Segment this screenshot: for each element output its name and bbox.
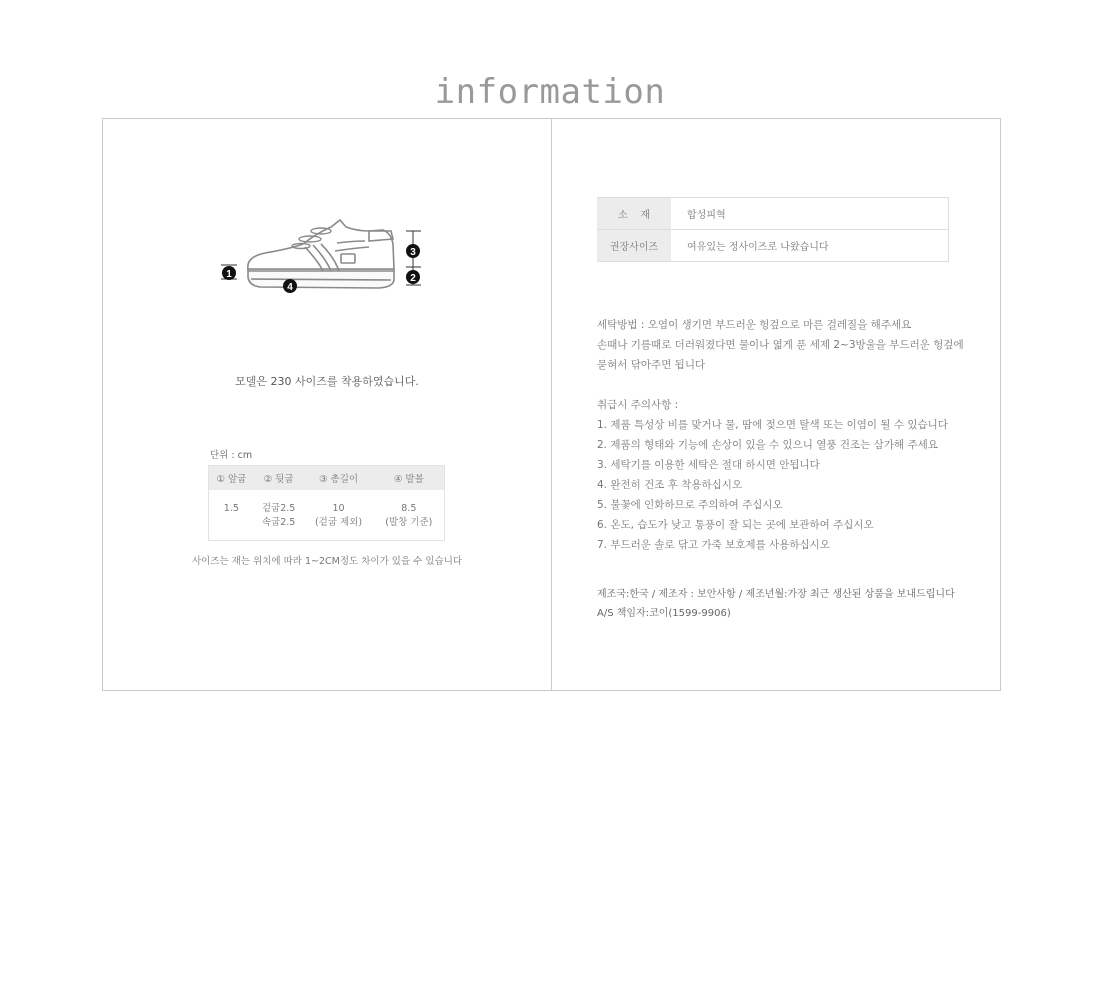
- svg-text:3: 3: [410, 247, 416, 258]
- caution-item: 7. 부드러운 솔로 닦고 가죽 보호제를 사용하십시오: [597, 539, 830, 551]
- caution-item: 3. 세탁기를 이용한 세탁은 절대 하시면 안됩니다: [597, 459, 820, 471]
- cell-line: 1.5: [223, 503, 239, 514]
- caution-item: 6. 온도, 습도가 낮고 통풍이 잘 되는 곳에 보관하여 주십시오: [597, 519, 874, 531]
- spec-row-material: [597, 198, 949, 230]
- caution-item: 5. 불꽃에 인화하므로 주의하여 주십시오: [597, 499, 783, 511]
- size-table-row: [209, 490, 445, 541]
- marker-1: [222, 266, 236, 280]
- care-instructions: [597, 315, 997, 555]
- shoe-diagram: [219, 211, 429, 297]
- wash-line: 세탁방법 : 오염이 생기면 부드러운 헝겊으로 마른 걸레질을 해주세요: [597, 319, 912, 331]
- unit-label: 단위 : cm: [210, 450, 253, 461]
- caution-title: 취급시 주의사항 :: [597, 399, 679, 411]
- spacer: [597, 375, 997, 395]
- size-panel: [103, 119, 551, 690]
- caution-item: 4. 완전히 건조 후 착용하십시오: [597, 479, 743, 491]
- size-table: [208, 465, 445, 541]
- svg-text:4: 4: [287, 282, 293, 293]
- cell-front-heel: [209, 490, 254, 541]
- size-variance-note: 사이즈는 재는 위치에 따라 1~2CM정도 차이가 있을 수 있습니다: [191, 556, 463, 567]
- header-total-length: ③ 총길이: [303, 466, 373, 491]
- marker-3: [406, 244, 420, 258]
- care-panel: [552, 119, 1000, 690]
- page-title: information: [434, 72, 666, 112]
- spec-row-size: [597, 230, 949, 262]
- marker-2: [406, 270, 420, 284]
- wash-line: 묻혀서 닦아주면 됩니다: [597, 359, 706, 371]
- cell-total-length: [303, 490, 373, 541]
- cell-line: 속굽2.5: [261, 517, 296, 528]
- spec-value: 여유있는 정사이즈로 나왔습니다: [671, 230, 949, 262]
- header-back-heel: ② 뒷굽: [254, 466, 304, 491]
- size-table-header-row: [209, 466, 445, 491]
- caution-item: 1. 제품 특성상 비를 맞거나 물, 땀에 젖으면 탈색 또는 이염이 될 수 있습니다: [597, 419, 948, 431]
- as-contact-line: A/S 책임자:코이(1599-9906): [597, 608, 731, 619]
- spec-table: [597, 197, 949, 262]
- header-width: ④ 발볼: [374, 466, 445, 491]
- shoe-outline-icon: [248, 220, 394, 288]
- marker-4: [283, 279, 297, 293]
- wash-line: 손때나 기름때로 더러워졌다면 물이나 엷게 푼 세제 2~3방울을 부드러운 헝겊에: [597, 339, 964, 351]
- svg-text:2: 2: [410, 273, 416, 284]
- model-size-note: 모델은 230 사이즈를 착용하였습니다.: [235, 375, 419, 388]
- header-front-heel: ① 앞굽: [209, 466, 254, 491]
- info-frame: [102, 118, 1001, 691]
- cell-line: 8.5: [401, 503, 417, 514]
- caution-item: 2. 제품의 형태와 기능에 손상이 있을 수 있으니 열풍 건조는 삼가해 주세요: [597, 439, 938, 451]
- cell-line: 겉굽2.5: [261, 503, 296, 514]
- cell-line: (발창 기준): [385, 517, 433, 528]
- cell-back-heel: [254, 490, 304, 541]
- svg-text:1: 1: [226, 269, 232, 280]
- maker-line: 제조국:한국 / 제조자 : 보안사항 / 제조년월:가장 최근 생산된 상품을 보내드립니다: [597, 589, 955, 600]
- cell-line: 10: [332, 503, 345, 514]
- manufacturer-info: [597, 585, 997, 623]
- spec-key: 권장사이즈: [597, 230, 671, 262]
- spec-value: 합성피혁: [671, 198, 949, 230]
- cell-line: (겉굽 제외): [314, 517, 363, 528]
- spec-key: 소 재: [597, 198, 671, 230]
- cell-width: [374, 490, 445, 541]
